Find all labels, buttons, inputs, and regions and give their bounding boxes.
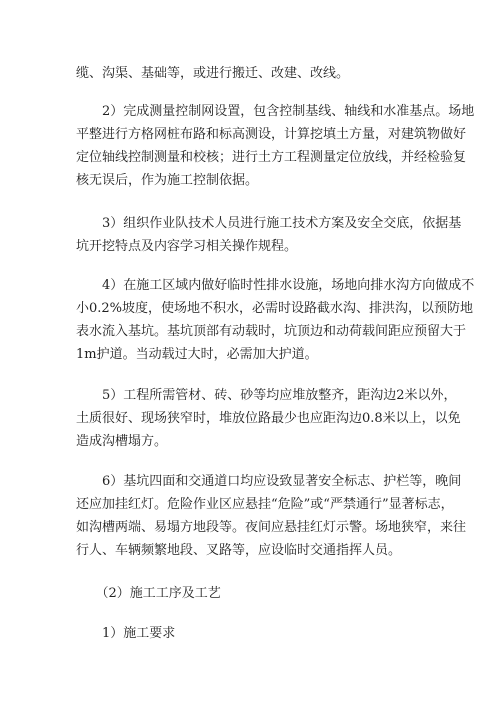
- paragraph-item-6: [76, 470, 467, 562]
- text-line: 行人、车辆频繁地段、叉路等，应设临时交通指挥人员。: [76, 543, 402, 558]
- paragraph-item-4: [76, 274, 475, 366]
- text-line: 坑开挖特点及内容学习相关操作规程。: [76, 239, 298, 254]
- text-line: 6）基坑四面和交通道口均应设致显著安全标志、护栏等，晚间: [76, 474, 462, 489]
- text-line: 核无误后，作为施工控制依据。: [76, 173, 259, 188]
- text-line: 还应加挂红灯。危险作业区应悬挂“危险”或“严禁通行”显著标志，: [76, 497, 454, 512]
- text-line: 定位轴线控制测量和校核；进行土方工程测量定位放线，并经检验复: [76, 150, 467, 165]
- text-line: 缆、沟渠、基础等，或进行搬迁、改建、改线。: [76, 66, 350, 81]
- text-line: 土质很好、现场狭窄时，堆放位路最少也应距沟边0.8米以上，以免: [76, 411, 461, 426]
- paragraph-item-3: [76, 212, 462, 258]
- text-line: 2）完成测量控制网设置，包含控制基线、轴线和水准基点。场地: [76, 104, 475, 119]
- paragraph-continued: [76, 62, 428, 85]
- section-heading: [76, 582, 428, 605]
- text-line: 造成沟槽塌方。: [76, 434, 168, 449]
- text-line: 平整进行方格网桩布路和标高测设，计算挖填土方量，对建筑物做好: [76, 127, 467, 142]
- text-line: （2）施工工序及工艺: [76, 586, 221, 601]
- text-line: 1m护道。当动载过大时，必需加大护道。: [76, 347, 318, 362]
- text-line: 表水流入基坑。基坑顶部有动载时，坑顶边和动荷载间距应预留大于: [76, 324, 467, 339]
- text-line: 如沟槽两端、易塌方地段等。夜间应悬挂红灯示警。场地狭窄，来往: [76, 520, 467, 535]
- paragraph-item-2: [76, 100, 475, 192]
- text-line: 3）组织作业队技术人员进行施工技术方案及安全交底，依据基: [76, 216, 462, 231]
- subsection-heading: [76, 622, 428, 645]
- text-line: 1）施工要求: [76, 626, 176, 641]
- text-line: 4）在施工区域内做好临时性排水设施，场地向排水沟方向做成不: [76, 278, 475, 293]
- text-line: 5）工程所需管材、砖、砂等均应堆放整齐，距沟边2米以外，: [76, 388, 457, 403]
- paragraph-item-5: [76, 384, 461, 453]
- text-line: 小0.2%坡度，使场地不积水，必需时设路截水沟、排洪沟，以预防地: [76, 301, 474, 316]
